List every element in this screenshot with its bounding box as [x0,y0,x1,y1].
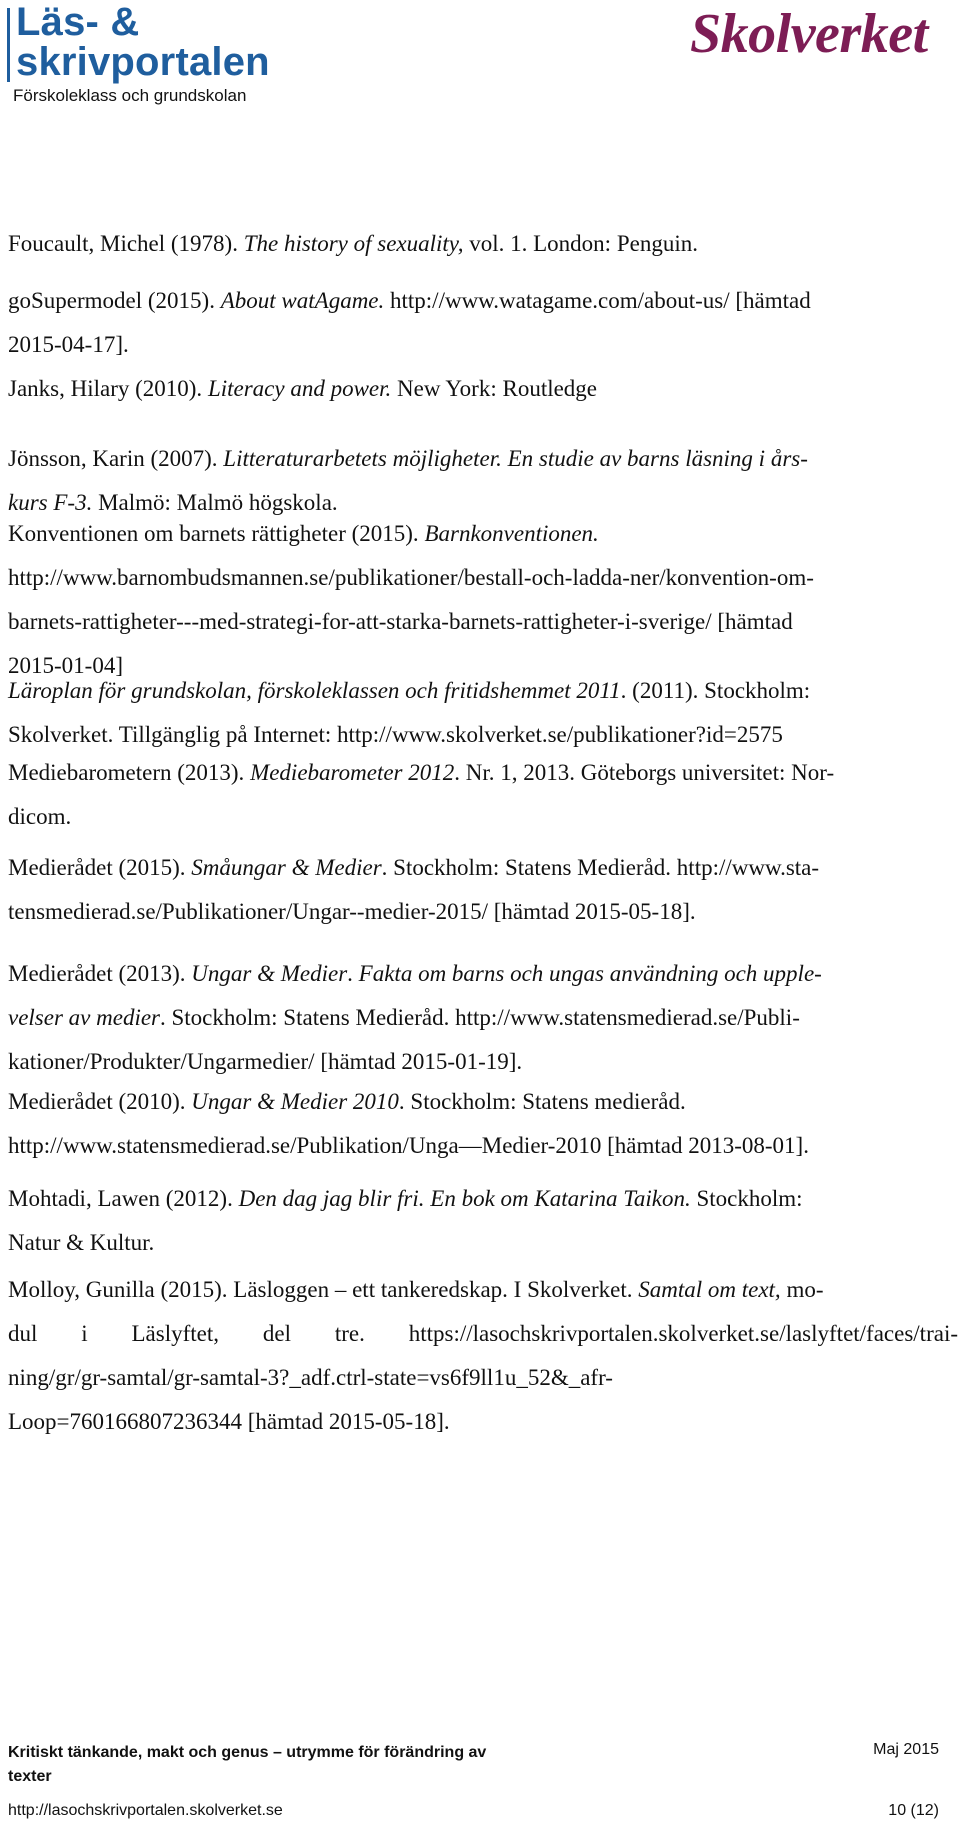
portal-logo[interactable] [16,2,270,82]
reference-entry [8,751,958,839]
reference-text: Foucault, Michel (1978). [8,231,244,256]
reference-text: Skolverket. Tillgänglig på Internet: http://www.skolverket.se/publikationer?id=2575 [8,722,783,747]
reference-text: vol. 1. London: Penguin. [463,231,698,256]
reference-text: http://www.barnombudsmannen.se/publikationer/bestall-och-ladda-ner/konvention-om- [8,565,814,590]
reference-text: ning/gr/gr-samtal/gr-samtal-3?_adf.ctrl-state=vs6f9ll1u_52&_afr- [8,1365,613,1390]
reference-text: dul i Läslyftet, del tre. https://lasochskrivportalen.skolverket.se/laslyftet/faces/trai- [8,1321,958,1346]
reference-text: Loop=760166807236344 [hämtad 2015-05-18]. [8,1409,450,1434]
reference-title: Literacy and power. [207,376,392,401]
reference-line [8,952,958,996]
reference-line [8,1268,958,1312]
reference-entry [8,1177,958,1265]
reference-text: http://www.watagame.com/about-us/ [hämtad [384,288,811,313]
reference-title: kurs F-3. [8,490,93,515]
reference-title: Ungar & Medier 2010 [191,1089,399,1114]
reference-text: goSupermodel (2015). [8,288,221,313]
reference-text: Konventionen om barnets rättigheter (2015). [8,521,425,546]
reference-line [8,1356,958,1400]
reference-title: Barnkonventionen. [424,521,599,546]
reference-line [8,1312,958,1356]
reference-line [8,1400,958,1444]
reference-line [8,556,958,600]
reference-line [8,669,958,713]
reference-text: Mohtadi, Lawen (2012). [8,1186,239,1211]
reference-text: . [347,961,359,986]
reference-text: Janks, Hilary (2010). [8,376,208,401]
reference-title: Läroplan för grundskolan, förskoleklassen och fritidshemmet 2011 [8,678,621,703]
reference-title: Mediebarometer 2012 [250,760,455,785]
reference-text: . Stockholm: Statens Medieråd. http://www.statensmedierad.se/Publi- [160,1005,800,1030]
reference-text: mo- [780,1277,824,1302]
reference-line [8,512,958,556]
reference-text: Jönsson, Karin (2007). [8,446,224,471]
reference-entry [8,512,958,688]
reference-text: Molloy, Gunilla (2015). Läsloggen – ett tankeredskap. I Skolverket. [8,1277,639,1302]
reference-line [8,1177,958,1221]
reference-text: New York: Routledge [391,376,598,401]
reference-text: tensmedierad.se/Publikationer/Ungar--medier-2015/ [hämtad 2015-05-18]. [8,899,696,924]
reference-title: Ungar & Medier [191,961,348,986]
reference-text: Stockholm: [690,1186,803,1211]
reference-text: . Stockholm: Statens Medieråd. http://www.sta- [381,855,820,880]
footer-title-line-1: Kritiskt tänkande, makt och genus – utrymme för förändring av [8,1744,487,1761]
footer-date: Maj 2015 [873,1741,939,1758]
reference-entry [8,1080,958,1168]
reference-entry [8,846,958,934]
reference-title: The history of sexuality, [243,231,464,256]
reference-line [8,751,958,795]
reference-line [8,1221,958,1265]
reference-title: velser av medier [8,1005,160,1030]
page-number: 10 (12) [888,1802,939,1819]
reference-text: 2015-04-17]. [8,332,129,357]
reference-entry [8,367,958,411]
reference-entry [8,669,958,757]
reference-line [8,1124,958,1168]
reference-line [8,437,958,481]
reference-text: Medierådet (2015). [8,855,192,880]
reference-text: . (2011). Stockholm: [620,678,811,703]
reference-text: http://www.statensmedierad.se/Publikation/Unga—Medier-2010 [hämtad 2013-08-01]. [8,1133,809,1158]
reference-entry [8,952,958,1084]
reference-title: Fakta om barns och ungas användning och upple- [358,961,822,986]
reference-text: Malmö: Malmö högskola. [92,490,338,515]
reference-title: Småungar & Medier [191,855,382,880]
reference-line [8,279,958,323]
reference-line [8,1040,958,1084]
logo-accent-bar [7,8,10,82]
reference-entry [8,279,958,367]
reference-line [8,996,958,1040]
reference-text: Mediebarometern (2013). [8,760,251,785]
reference-title: About watAgame. [220,288,385,313]
reference-line [8,323,958,367]
footer-url[interactable]: http://lasochskrivportalen.skolverket.se [8,1802,283,1819]
reference-text: . Stockholm: Statens medieråd. [398,1089,686,1114]
reference-text: kationer/Produkter/Ungarmedier/ [hämtad 2015-01-19]. [8,1049,523,1074]
reference-title: Litteraturarbetets möjligheter. En studie av barns läsning i års- [223,446,808,471]
reference-line [8,1080,958,1124]
reference-line [8,846,958,890]
reference-title: Samtal om text, [638,1277,781,1302]
logo-line-1: Läs- & [16,0,140,44]
reference-text: barnets-rattigheter---med-strategi-for-att-starka-barnets-rattigheter-i-sverige/ [hämtad [8,609,793,634]
reference-entry [8,1268,958,1444]
footer-title [8,1741,608,1789]
reference-line [8,890,958,934]
reference-line [8,222,958,266]
reference-text: Medierådet (2010). [8,1089,192,1114]
logo-line-2: skrivportalen [16,40,270,84]
reference-line [8,600,958,644]
reference-title: Den dag jag blir fri. En bok om Katarina Taikon. [238,1186,691,1211]
reference-text: Natur & Kultur. [8,1230,155,1255]
reference-text: 2015-01-04] [8,653,123,678]
skolverket-logo[interactable]: Skolverket [690,3,928,65]
reference-text: . Nr. 1, 2013. Göteborgs universitet: Nor- [454,760,835,785]
reference-text: dicom. [8,804,72,829]
reference-entry [8,222,958,266]
logo-subtitle: Förskoleklass och grundskolan [13,86,247,105]
footer-title-line-2: texter [8,1768,52,1785]
reference-text: Medierådet (2013). [8,961,192,986]
reference-line [8,367,958,411]
reference-line [8,795,958,839]
